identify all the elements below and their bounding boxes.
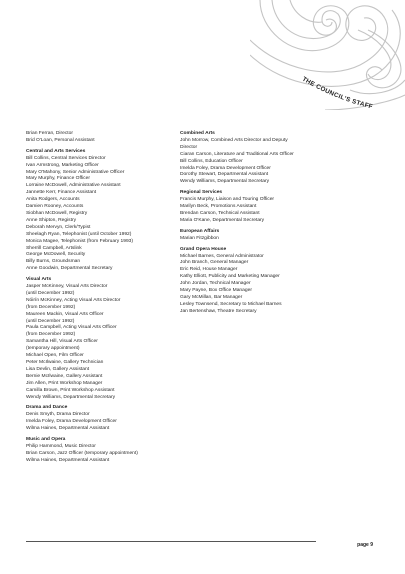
staff-entry: John Jordan, Technical Manager: [180, 281, 251, 287]
staff-entry: Kathy Elliott, Publicity and Marketing Manager: [180, 274, 280, 280]
section-title: Music and Opera: [26, 437, 66, 443]
staff-entry: Sherrill Campbell, Artslink: [26, 245, 82, 251]
staff-entry: Mary O'Mahony, Senior Administrative Officer: [26, 169, 125, 175]
staff-entry: Wilma Haines, Departmental Assistant: [26, 457, 110, 463]
staff-entry: Dorothy Stewart, Departmental Assistant: [180, 172, 269, 178]
right-column: [180, 131, 340, 320]
staff-entry: Lesley Townsend, Secretary to Michael Barnes: [180, 301, 282, 307]
staff-entry: Imelda Foley, Drama Development Officer: [26, 419, 117, 425]
staff-entry: Jan Bertenshaw, Theatre Secretary: [180, 308, 257, 314]
staff-entry: Francis Murphy, Liaison and Touring Officer: [180, 197, 275, 203]
staff-entry: Mary Murphy, Finance Officer: [26, 176, 90, 182]
staff-entry: Brendan Carson, Technical Assistant: [180, 210, 260, 216]
staff-entry: Camilla Brown, Print Workshop Assistant: [26, 387, 115, 393]
staff-section: [180, 190, 340, 225]
staff-entry: Jim Allen, Print Workshop Manager: [26, 380, 103, 386]
staff-entry: Wendy Williams, Departmental Secretary: [180, 179, 270, 185]
staff-entry: Bill Collins, Central Services Director: [26, 155, 106, 161]
staff-entry: Marilyn Beck, Promotions Assistant: [180, 204, 257, 210]
staff-entry: Samantha Hill, Visual Arts Officer: [26, 339, 98, 345]
staff-entry: Marian Fitzgibbon: [180, 235, 219, 241]
page-number: page 9: [357, 542, 373, 548]
left-column: [26, 131, 176, 469]
staff-entry: Brid O'Loan, Personal Assistant: [26, 137, 95, 143]
staff-entry: Wendy Williams, Departmental Secretary: [26, 394, 116, 400]
staff-entry: Peter McIlwaine, Gallery Technician: [26, 360, 104, 365]
staff-entry: Lorraine McDowell, Administrative Assistant: [26, 183, 121, 189]
staff-section: [180, 247, 340, 316]
staff-entry: Nóirín McKinney, Acting Visual Arts Director: [26, 297, 121, 303]
staff-entry: Bill Collins, Education Officer: [180, 158, 243, 164]
staff-section: [26, 149, 176, 273]
staff-entry: Jasper McKinney, Visual Arts Director: [26, 284, 108, 290]
staff-section: [26, 437, 176, 465]
section-title: Combined Arts: [180, 131, 215, 136]
banner-title: THE COUNCIL'S STAFF: [300, 75, 374, 111]
staff-entry: (until December 1992): [26, 290, 75, 296]
staff-entry: Lisa Devlin, Gallery Assistant: [26, 366, 90, 372]
staff-entry: Michael Open, Film Officer: [26, 353, 84, 359]
staff-entry: Jannette Kerr, Finance Assistant: [26, 190, 97, 196]
staff-entry: Brian Ferran, Director: [26, 131, 74, 136]
staff-entry: Deborah Mervyn, Clerk/Typist: [26, 224, 91, 230]
staff-entry: Damien Rooney, Accounts: [26, 204, 84, 210]
staff-entry: Brian Carson, Jazz Officer (temporary appointment): [26, 450, 138, 456]
staff-entry: Mary Payne, Box Office Manager: [180, 288, 252, 294]
staff-entry: Maureen Mackin, Visual Arts Officer: [26, 311, 104, 317]
staff-section: [26, 405, 176, 433]
staff-entry: Director: [180, 144, 198, 150]
section-title: Grand Opera House: [180, 246, 227, 252]
staff-entry: (from December 1992): [26, 304, 76, 310]
section-title: Central and Arts Services: [26, 148, 86, 154]
staff-entry: Anne Shipton, Registry: [26, 217, 77, 223]
staff-entry: (temporary appointment): [26, 346, 80, 352]
staff-entry: Anne Goodwin, Departmental Secretary: [26, 266, 113, 272]
staff-entry: Monica Magee, Telephonist (from February 1993): [26, 238, 134, 244]
staff-entry: George McDowell, Security: [26, 252, 86, 258]
staff-section: [180, 131, 340, 186]
section-title: Visual Arts: [26, 277, 52, 283]
staff-entry: Ciaran Carson, Literature and Traditional Arts Officer: [180, 151, 294, 157]
section-title: Drama and Dance: [26, 405, 68, 411]
staff-section: [180, 229, 340, 243]
staff-entry: Billy Burns, Groundsman: [26, 259, 81, 265]
staff-entry: Denis Smyth, Drama Director: [26, 412, 90, 418]
staff-entry: Eric Reid, House Manager: [180, 267, 238, 273]
staff-entry: Sheelagh Ryan, Telephonist (until October 1992): [26, 231, 132, 237]
staff-entry: Anita Rodgers, Accounts: [26, 197, 80, 203]
section-title: Regional Services: [180, 190, 223, 196]
staff-entry: John Morrow, Combined Arts Director and Deputy: [180, 137, 288, 143]
staff-entry: Bernie McIlwaine, Gallery Assistant: [26, 373, 103, 379]
staff-entry: Philip Hammond, Music Director: [26, 443, 96, 449]
staff-entry: (from December 1992): [26, 332, 76, 338]
staff-entry: Ivan Armstrong, Marketing Officer: [26, 162, 99, 168]
staff-entry: John Branch, General Manager: [180, 260, 249, 266]
staff-entry: Siobhan McDowell, Registry: [26, 210, 88, 216]
staff-entry: Wilma Haines, Departmental Assistant: [26, 426, 110, 432]
staff-entry: Imelda Foley, Drama Development Officer: [180, 165, 271, 171]
staff-entry: Paula Campbell, Acting Visual Arts Officer: [26, 325, 117, 331]
staff-entry: Maria O'Kane, Departmental Secretary: [180, 217, 265, 223]
staff-section: [26, 131, 176, 145]
staff-entry: Gary McMillan, Bar Manager: [180, 294, 243, 300]
staff-section: [26, 277, 176, 401]
section-title: European Affairs: [180, 228, 220, 234]
staff-entry: (until December 1992): [26, 318, 75, 324]
section-banner: [300, 72, 390, 124]
footer-rule: [26, 541, 316, 542]
staff-entry: Michael Barnes, General Administrator: [180, 253, 264, 259]
